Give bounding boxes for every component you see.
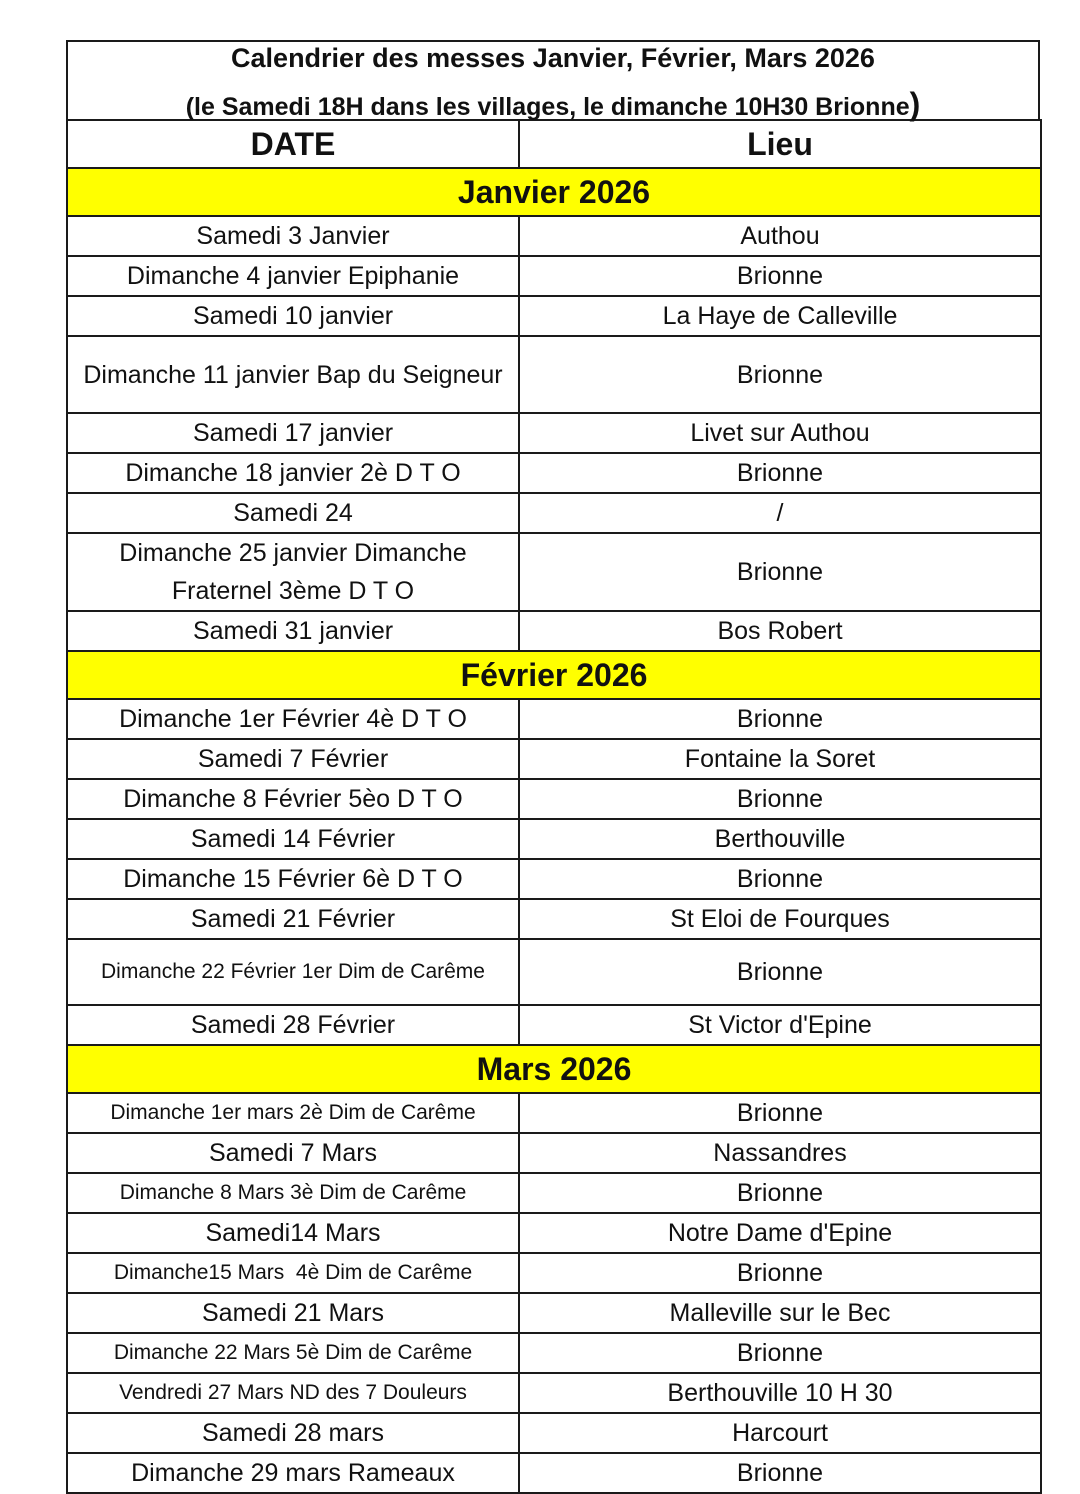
lieu-cell: Fontaine la Soret [519,739,1041,779]
lieu-cell: Brionne [519,453,1041,493]
date-cell: Dimanche 11 janvier Bap du Seigneur [67,336,519,413]
date-cell: Samedi 21 Février [67,899,519,939]
date-cell: Dimanche 25 janvier Dimanche Fraternel 3ème D T O [67,533,519,611]
title-block [66,40,1040,122]
month-row-janvier [67,168,1041,216]
table-row [67,1413,1041,1453]
table-row [67,699,1041,739]
lieu-cell: Brionne [519,336,1041,413]
table-row [67,859,1041,899]
date-cell: Samedi 7 Février [67,739,519,779]
lieu-cell: La Haye de Calleville [519,296,1041,336]
table-row [67,256,1041,296]
table-row [67,533,1041,611]
table-row [67,1093,1041,1133]
schedule-table [66,119,1042,1494]
lieu-cell: Brionne [519,1253,1041,1293]
lieu-cell: Brionne [519,859,1041,899]
table-row [67,493,1041,533]
table-row [67,1133,1041,1173]
date-cell: Dimanche 1er Février 4è D T O [67,699,519,739]
header-row [67,120,1041,168]
lieu-cell: Bos Robert [519,611,1041,651]
date-cell: Samedi 17 janvier [67,413,519,453]
page-title: Calendrier des messes Janvier, Février, Mars 2026 [231,43,875,73]
date-cell: Samedi 28 Février [67,1005,519,1045]
table-row [67,413,1041,453]
lieu-cell: Berthouville 10 H 30 [519,1373,1041,1413]
date-cell: Samedi 10 janvier [67,296,519,336]
lieu-cell: Brionne [519,256,1041,296]
table-row [67,819,1041,859]
table-row [67,453,1041,493]
month-row-fevrier [67,651,1041,699]
date-cell: Samedi 24 [67,493,519,533]
lieu-cell: Nassandres [519,1133,1041,1173]
lieu-cell: Brionne [519,1093,1041,1133]
date-cell: Samedi 28 mars [67,1413,519,1453]
lieu-cell: Notre Dame d'Epine [519,1213,1041,1253]
table-row [67,899,1041,939]
date-cell: Dimanche 15 Février 6è D T O [67,859,519,899]
lieu-cell: / [519,493,1041,533]
date-cell: Samedi 3 Janvier [67,216,519,256]
date-cell: Samedi 7 Mars [67,1133,519,1173]
subtitle-text: (le Samedi 18H dans les villages, le dimanche 10H30 Brionne [185,93,910,121]
month-label: Février 2026 [67,651,1041,699]
table-row [67,739,1041,779]
table-row [67,1253,1041,1293]
lieu-cell: Berthouville [519,819,1041,859]
lieu-cell: Authou [519,216,1041,256]
table-row [67,611,1041,651]
table-row [67,1373,1041,1413]
month-row-mars [67,1045,1041,1093]
month-label: Janvier 2026 [67,168,1041,216]
lieu-cell: Brionne [519,939,1041,1005]
page-subtitle [68,72,1038,120]
lieu-cell: Livet sur Authou [519,413,1041,453]
table-row [67,336,1041,413]
date-cell: Dimanche 4 janvier Epiphanie [67,256,519,296]
subtitle-close-paren: ) [909,86,921,122]
table-row [67,296,1041,336]
lieu-cell: Brionne [519,1453,1041,1493]
lieu-cell: St Eloi de Fourques [519,899,1041,939]
date-cell: Samedi 21 Mars [67,1293,519,1333]
table-row [67,1173,1041,1213]
lieu-cell: Brionne [519,1333,1041,1373]
date-cell: Dimanche 1er mars 2è Dim de Carême [67,1093,519,1133]
lieu-cell: Harcourt [519,1413,1041,1453]
lieu-column-header: Lieu [519,120,1041,168]
date-cell: Dimanche15 Mars 4è Dim de Carême [67,1253,519,1293]
lieu-cell: Brionne [519,699,1041,739]
table-row [67,1293,1041,1333]
date-cell: Vendredi 27 Mars ND des 7 Douleurs [67,1373,519,1413]
lieu-cell: Brionne [519,779,1041,819]
date-cell: Dimanche 22 Février 1er Dim de Carême [67,939,519,1005]
lieu-cell: Brionne [519,533,1041,611]
date-column-header: DATE [67,120,519,168]
table-row [67,779,1041,819]
table-row [67,1213,1041,1253]
date-cell: Dimanche 22 Mars 5è Dim de Carême [67,1333,519,1373]
mass-calendar [66,40,1040,1494]
lieu-cell: Brionne [519,1173,1041,1213]
table-row [67,939,1041,1005]
table-row [67,216,1041,256]
date-cell: Samedi 31 janvier [67,611,519,651]
table-row [67,1005,1041,1045]
table-row [67,1333,1041,1373]
date-cell: Dimanche 18 janvier 2è D T O [67,453,519,493]
date-cell: Samedi 14 Février [67,819,519,859]
date-cell: Dimanche 8 Mars 3è Dim de Carême [67,1173,519,1213]
month-label: Mars 2026 [67,1045,1041,1093]
lieu-cell: Malleville sur le Bec [519,1293,1041,1333]
date-cell: Dimanche 29 mars Rameaux [67,1453,519,1493]
date-cell: Samedi14 Mars [67,1213,519,1253]
date-cell: Dimanche 8 Février 5èo D T O [67,779,519,819]
table-row [67,1453,1041,1493]
lieu-cell: St Victor d'Epine [519,1005,1041,1045]
